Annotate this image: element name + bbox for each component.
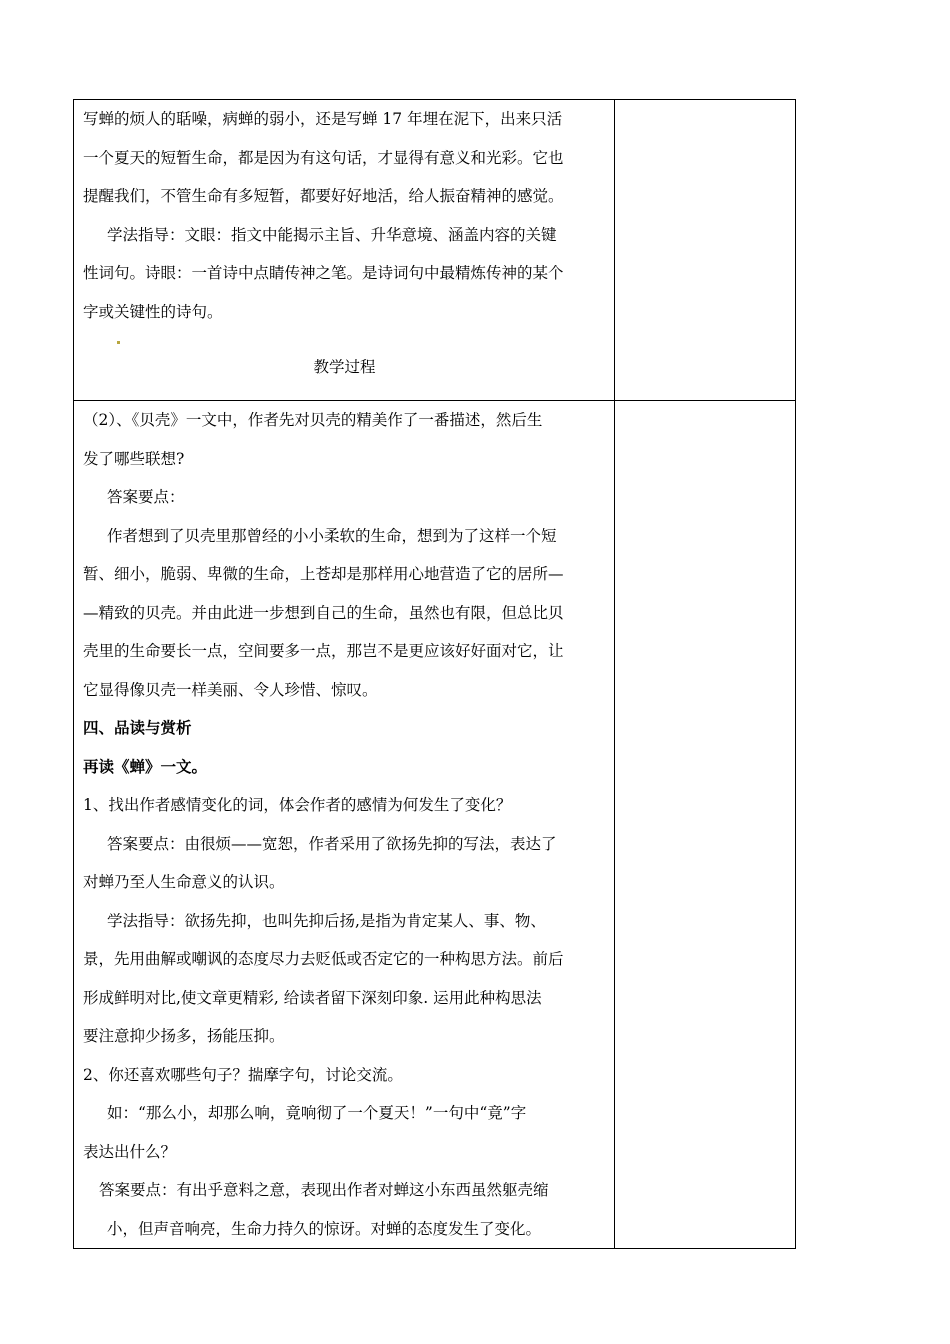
answer-line: 壳里的生命要长一点，空间要多一点，那岂不是更应该好好面对它，让: [83, 642, 564, 660]
text-line: 一个夏天的短暂生命，都是因为有这句话，才显得有意义和光彩。它也: [83, 148, 564, 167]
notes-cell: [615, 100, 796, 401]
method-line: 景，先用曲解或嘲讽的态度尽力去贬低或否定它的一种构思方法。前后: [83, 950, 564, 968]
content-cell: [74, 100, 615, 401]
question-2: （2）、《贝壳》一文中，作者先对贝壳的精美作了一番描述，然后生: [83, 411, 543, 429]
section-heading: 教学过程: [313, 358, 376, 376]
answer-label: 答案要点：: [107, 488, 185, 506]
question-2b: 2、你还喜欢哪些句子？揣摩字句，讨论交流。: [83, 1065, 403, 1084]
text-line: 提醒我们，不管生命有多短暂，都要好好地活，给人振奋精神的感觉。: [83, 187, 564, 205]
answer-line: 对蝉乃至人生命意义的认识。: [83, 873, 285, 891]
text-line: 写蝉的烦人的聒噪，病蝉的弱小，还是写蝉 17 年埋在泥下，出来只活: [83, 110, 563, 128]
example-line: 表达出什么？: [83, 1142, 177, 1161]
question-2-cont: 发了哪些联想?: [83, 449, 185, 468]
question-1: 1、找出作者感情变化的词，体会作者的感情为何发生了变化？: [83, 796, 512, 814]
method-guide: 学法指导：文眼：指文中能揭示主旨、升华意境、涵盖内容的关键: [107, 225, 557, 244]
answer-line: 答案要点：有出乎意料之意，表现出作者对蝉这小东西虽然躯壳缩: [99, 1181, 549, 1199]
stray-mark: [117, 341, 120, 344]
answer-line: 它显得像贝壳一样美丽、令人珍惜、惊叹。: [83, 680, 378, 699]
lesson-table: [73, 99, 796, 1249]
answer-line: 暂、细小，脆弱、卑微的生命，上苍却是那样用心地营造了它的居所—: [83, 565, 564, 583]
example-line: 如：“那么小，却那么响，竟响彻了一个夏天！”一句中“竟”字: [107, 1104, 527, 1122]
method-guide: 学法指导：欲扬先抑，也叫先抑后扬,是指为肯定某人、事、物、: [107, 911, 546, 930]
table-row: [74, 100, 796, 401]
content-cell: [74, 401, 615, 1249]
answer-line: 答案要点：由很烦——宽恕，作者采用了欲扬先抑的写法，表达了: [107, 834, 557, 853]
answer-line: 作者想到了贝壳里那曾经的小小柔软的生命，想到为了这样一个短: [107, 526, 557, 545]
notes-cell: [615, 401, 796, 1249]
answer-line: —精致的贝壳。并由此进一步想到自己的生命，虽然也有限，但总比贝: [83, 603, 564, 622]
section-heading-4: 四、品读与赏析: [83, 718, 192, 737]
method-line: 形成鲜明对比,使文章更精彩, 给读者留下深刻印象. 运用此种构思法: [83, 988, 542, 1007]
table-row: [74, 401, 796, 1249]
answer-line: 小，但声音响亮，生命力持久的惊讶。对蝉的态度发生了变化。: [107, 1219, 542, 1238]
text-line: 性词句。诗眼：一首诗中点睛传神之笔。是诗词句中最精炼传神的某个: [83, 264, 564, 282]
method-line: 要注意抑少扬多，扬能压抑。: [83, 1027, 285, 1045]
reread-heading: 再读《蝉》一文。: [83, 756, 208, 776]
text-line: 字或关键性的诗句。: [83, 302, 223, 321]
